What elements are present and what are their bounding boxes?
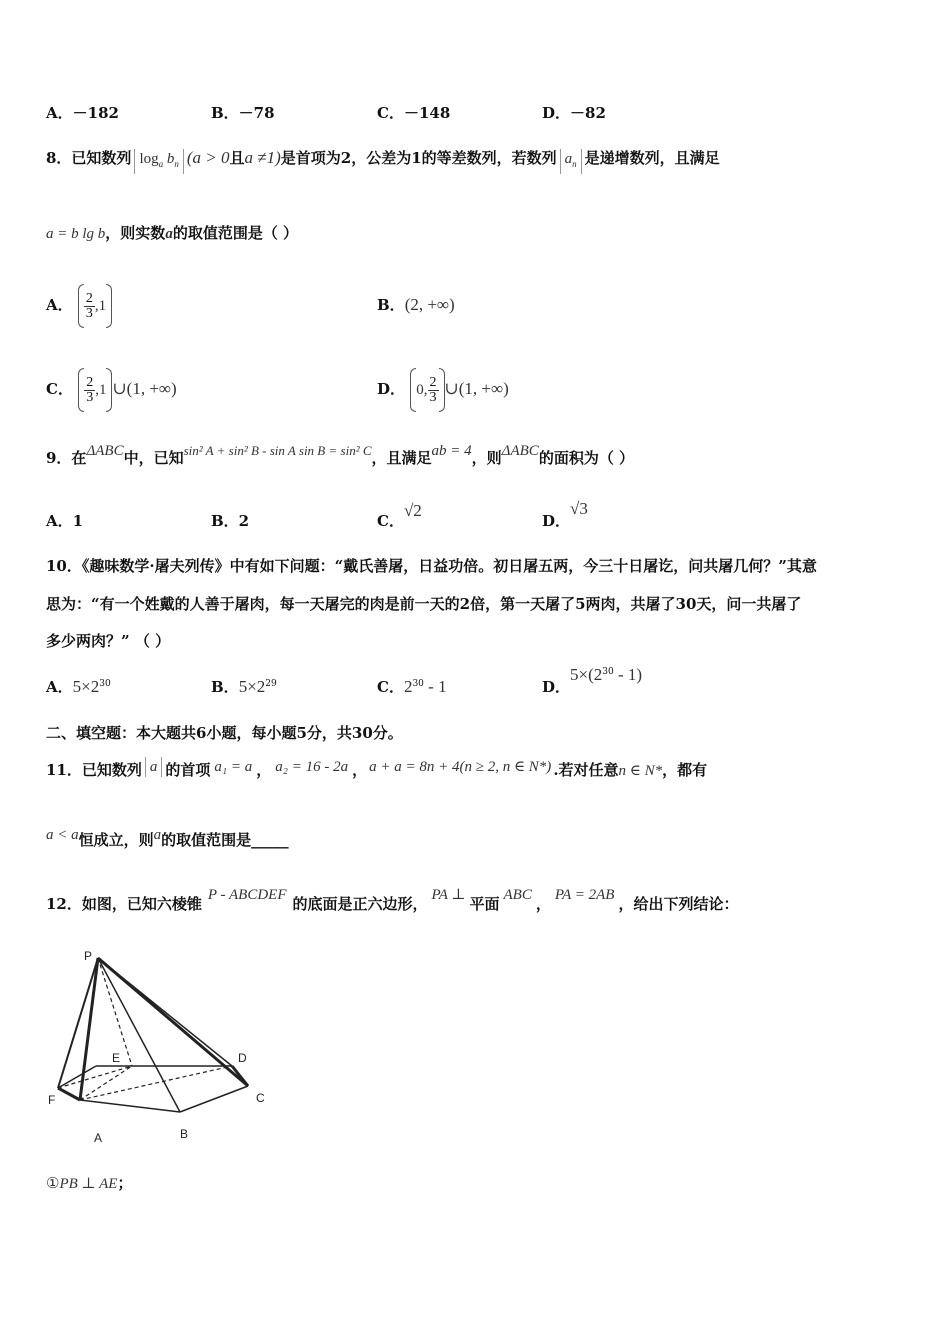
q9-option-d: D．√3 (542, 499, 588, 530)
q7-option-b: B．－78 (211, 104, 275, 122)
label-p: P (84, 949, 93, 963)
q11-stem: 11．已知数列 a 的首项 a₁ = a ， a₂ = 16 - 2a ， a + a = 8n + 4(n ≥ 2, n ∈ N*) .若对任意n ∈ N*，都有 (46, 759, 708, 779)
edge-ad (80, 1066, 232, 1100)
q7-option-d: D．－82 (542, 104, 606, 122)
q7-option-c: C．－148 (377, 104, 451, 122)
q10-option-b: B．$5\times 2^{29}$ (211, 677, 277, 696)
label-e: E (112, 1051, 121, 1065)
q12-conclusion-1: ①PB ⊥ AE； (46, 1174, 133, 1192)
q10-line-2: 思为：“有一个姓戴的人善于屠肉，每一天屠完的肉是前一天的2倍，第一天屠了5两肉，共屠了30天，问一共屠了 (46, 595, 802, 613)
edge-pc (98, 958, 248, 1086)
q8-option-b: B．(2, +∞) (377, 295, 455, 314)
edge-bc (180, 1086, 248, 1112)
q8-stem: 8．已知数列 $\log_a b_n$ (a > 0且a ≠1)是首项为2，公差为1的等差数列，若数列 $a_n$ 是递增数列，且满足 (46, 148, 720, 174)
q10-line-3: 多少两肉？” （ ） (46, 632, 171, 650)
q8-option-a: A． $\frac{2}{3}$ ,1 (46, 272, 112, 328)
q10-option-d: D．$5\times(2^{30} - 1)$ (542, 665, 643, 696)
q8-option-d: D． 0, $\frac{2}{3}$ ∪(1, +∞) (377, 356, 509, 412)
q12-stem: 12．如图，已知六棱锥 P - ABCDEF 的底面是正六边形， PA ⊥ 平面 ABC ， PA = 2AB ，给出下列结论： (46, 887, 739, 913)
q9-option-a: A．1 (46, 512, 84, 530)
q8-condition: a = b lg b，则实数a的取值范围是（ ） (46, 224, 299, 242)
q8-option-c: C． $\frac{2}{3}$ ,1 ∪(1, +∞) (46, 356, 177, 412)
label-b: B (180, 1127, 189, 1141)
q10-option-a: A．$5\times 2^{30}$ (46, 677, 111, 696)
q9-stem: 9．在ΔABC中，已知sin² A + sin² B - sin A sin B = sin² C，且满足ab = 4，则ΔABC的面积为（ ） (46, 443, 635, 467)
label-d: D (238, 1051, 247, 1065)
q9-option-c: C．√2 (377, 501, 422, 530)
edge-fa (58, 1088, 80, 1100)
q10-line-1: 10．《趣味数学·屠夫列传》中有如下问题：“戴氏善屠，日益功倍。初日屠五两，今三十日屠讫，问共屠几何？”其意 (46, 557, 817, 575)
edge-fe-dash (58, 1066, 132, 1088)
edge-pb (98, 958, 180, 1112)
label-f: F (48, 1093, 56, 1107)
edge-pa (80, 958, 98, 1100)
hexagonal-pyramid-figure (40, 940, 280, 1150)
label-a: A (94, 1131, 103, 1145)
q9-option-b: B．2 (211, 512, 250, 530)
q7-option-a: A．－182 (46, 104, 119, 122)
q10-option-c: C．$2^{30} - 1$ (377, 677, 447, 696)
edge-ab (80, 1100, 180, 1112)
section-2-heading: 二、填空题：本大题共6小题，每小题5分，共30分。 (46, 724, 403, 742)
q11-line-2: a < a恒成立，则a的取值范围是_____ (46, 827, 289, 849)
label-c: C (256, 1091, 265, 1105)
edge-pd (98, 958, 232, 1066)
